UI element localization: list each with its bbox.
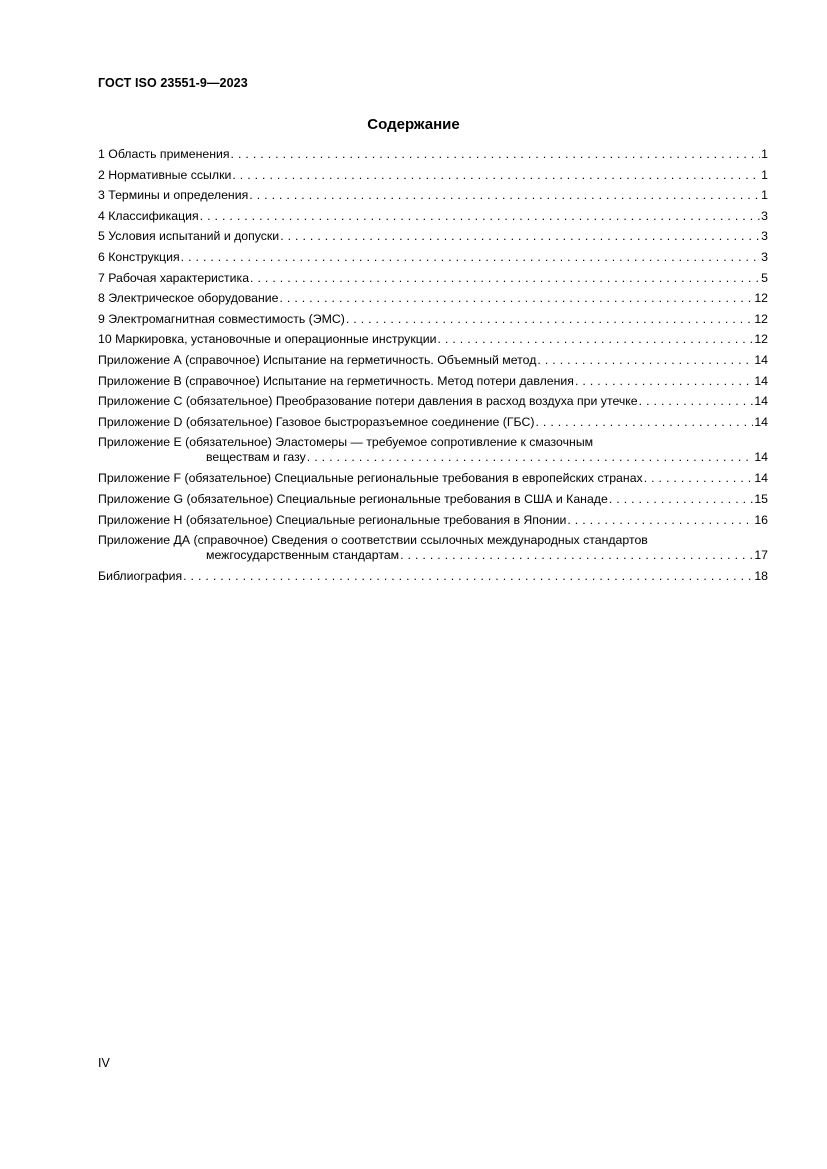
toc-leader bbox=[537, 353, 753, 367]
toc-entry-label: 1 Область применения bbox=[98, 147, 230, 161]
toc-entry-page: 14 bbox=[754, 414, 768, 429]
toc-entry[interactable] bbox=[98, 413, 768, 434]
toc-leader bbox=[400, 548, 753, 563]
toc-entry-page: 12 bbox=[754, 311, 768, 326]
toc-entry[interactable] bbox=[98, 145, 768, 166]
toc-entry[interactable] bbox=[98, 433, 768, 469]
page-number: IV bbox=[98, 1056, 110, 1070]
toc-entry[interactable] bbox=[98, 269, 768, 290]
toc-entry[interactable] bbox=[98, 372, 768, 393]
toc-entry-label: 2 Нормативные ссылки bbox=[98, 167, 232, 182]
toc-leader bbox=[307, 450, 754, 465]
toc-entry[interactable] bbox=[98, 207, 768, 228]
toc-entry-label: Библиография bbox=[98, 569, 183, 584]
toc-entry-page: 14 bbox=[754, 450, 768, 465]
toc-entry[interactable] bbox=[98, 531, 768, 567]
toc-entry-label-continued: межгосударственным стандартам bbox=[206, 548, 400, 563]
toc-entry-page: 5 bbox=[761, 270, 768, 285]
toc-entry[interactable] bbox=[98, 310, 768, 331]
toc-entry[interactable] bbox=[98, 511, 768, 532]
toc-leader bbox=[280, 229, 760, 243]
toc-entry-label: 7 Рабочая характеристика bbox=[98, 270, 250, 285]
toc-entry-label: Приложение ДА (справочное) Сведения о соответствии ссылочных международных стандартов bbox=[98, 533, 648, 548]
document-header: ГОСТ ISO 23551-9—2023 bbox=[98, 76, 248, 90]
toc-entry-page: 18 bbox=[754, 569, 768, 584]
toc-entry-page: 3 bbox=[761, 229, 768, 244]
toc-entry[interactable] bbox=[98, 166, 768, 187]
table-of-contents bbox=[98, 145, 768, 588]
toc-entry[interactable] bbox=[98, 289, 768, 310]
toc-entry-label: 8 Электрическое оборудование bbox=[98, 291, 279, 306]
toc-entry-page: 1 bbox=[761, 188, 768, 203]
toc-leader bbox=[438, 332, 754, 346]
toc-entry-label: Приложение D (обязательное) Газовое быстроразъемное соединение (ГБС) bbox=[98, 414, 535, 429]
toc-leader bbox=[609, 492, 753, 506]
toc-entry-label: Приложение Е (обязательное) Эластомеры — требуемое сопротивление к смазочным bbox=[98, 435, 594, 450]
toc-entry-label: 5 Условия испытаний и допуски bbox=[98, 229, 280, 244]
toc-entry-page: 3 bbox=[761, 208, 768, 223]
toc-leader bbox=[639, 394, 754, 408]
toc-leader bbox=[535, 415, 753, 429]
toc-entry-page: 1 bbox=[761, 147, 768, 161]
toc-entry[interactable] bbox=[98, 351, 768, 372]
toc-leader bbox=[567, 513, 753, 527]
toc-leader bbox=[181, 250, 761, 264]
toc-leader bbox=[231, 147, 761, 161]
toc-entry-label: Приложение В (справочное) Испытание на герметичность. Метод потери давления bbox=[98, 373, 574, 388]
page-title: Содержание bbox=[367, 116, 460, 133]
toc-leader bbox=[575, 374, 753, 388]
toc-entry-label: 9 Электромагнитная совместимость (ЭМС) bbox=[98, 311, 345, 326]
toc-entry-label: Приложение А (справочное) Испытание на герметичность. Объемный метод bbox=[98, 352, 537, 367]
toc-entry[interactable] bbox=[98, 227, 768, 248]
toc-entry-label: 3 Термины и определения bbox=[98, 188, 249, 203]
toc-entry-page: 12 bbox=[754, 291, 768, 306]
toc-entry[interactable] bbox=[98, 490, 768, 511]
toc-entry-page: 14 bbox=[754, 394, 768, 409]
toc-entry-label: Приложение F (обязательное) Специальные региональные требования в европейских странах bbox=[98, 471, 643, 486]
toc-leader bbox=[279, 291, 753, 305]
toc-entry[interactable] bbox=[98, 392, 768, 413]
toc-entry-label-continued: веществам и газу bbox=[206, 450, 306, 465]
toc-entry-label: 4 Классификация bbox=[98, 208, 199, 223]
toc-entry[interactable] bbox=[98, 330, 768, 351]
toc-entry-page: 14 bbox=[754, 373, 768, 388]
toc-entry[interactable] bbox=[98, 469, 768, 490]
toc-entry[interactable] bbox=[98, 248, 768, 269]
toc-entry-page: 3 bbox=[761, 249, 768, 264]
toc-leader bbox=[250, 271, 760, 285]
toc-entry-page: 1 bbox=[761, 167, 768, 182]
toc-entry-label: Приложение С (обязательное) Преобразование потери давления в расход воздуха при утечке bbox=[98, 394, 638, 409]
toc-leader bbox=[200, 209, 761, 223]
toc-leader bbox=[249, 188, 760, 202]
toc-leader bbox=[346, 312, 753, 326]
toc-leader bbox=[644, 471, 754, 485]
toc-entry-page: 14 bbox=[754, 471, 768, 486]
toc-entry-label: Приложение G (обязательное) Специальные региональные требования в США и Канаде bbox=[98, 491, 608, 506]
toc-leader bbox=[183, 569, 753, 583]
toc-entry[interactable] bbox=[98, 567, 768, 588]
toc-leader bbox=[232, 168, 760, 182]
toc-entry-page: 15 bbox=[754, 491, 768, 506]
toc-entry-page: 17 bbox=[754, 548, 768, 563]
toc-entry-page: 12 bbox=[754, 332, 768, 347]
toc-entry-label: 6 Конструкция bbox=[98, 249, 180, 264]
toc-entry-page: 16 bbox=[754, 512, 768, 527]
toc-entry[interactable] bbox=[98, 186, 768, 207]
toc-entry-page: 14 bbox=[754, 352, 768, 367]
toc-entry-label: 10 Маркировка, установочные и операционные инструкции bbox=[98, 332, 437, 347]
toc-entry-label: Приложение Н (обязательное) Специальные региональные требования в Японии bbox=[98, 512, 567, 527]
